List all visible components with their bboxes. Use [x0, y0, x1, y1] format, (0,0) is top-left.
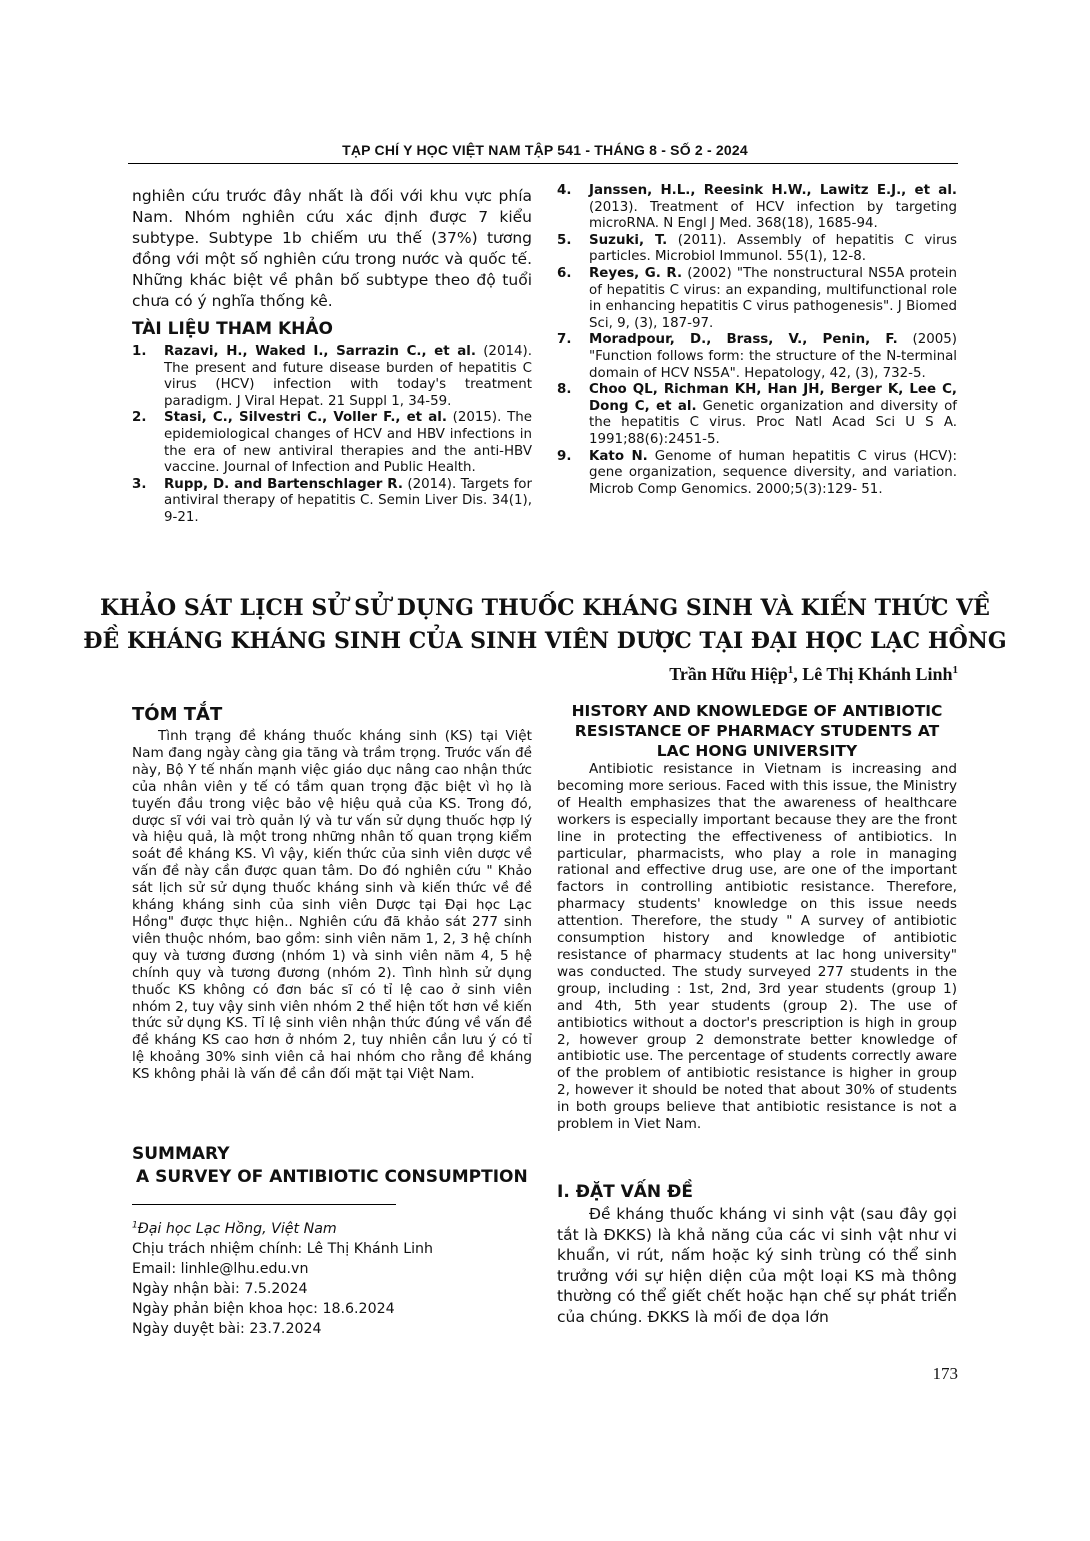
journal-header: TẠP CHÍ Y HỌC VIỆT NAM TẬP 541 - THÁNG 8 - SỐ 2 - 2024 [342, 142, 748, 158]
author-name: Lê Thị Khánh Linh [802, 664, 953, 684]
reference-item: 4. Janssen, H.L., Reesink H.W., Lawitz E.J., et al. (2013). Treatment of HCV infection by targeting microRNA. N Engl J Med. 368(18), 1685-94. [557, 183, 957, 232]
footnote-email: Email: linhle@lhu.edu.vn [132, 1260, 309, 1277]
footnote-rule [132, 1204, 396, 1205]
author-affiliation-mark: 1 [787, 664, 794, 676]
abstract-vi: Tình trạng đề kháng thuốc kháng sinh (KS) tại Việt Nam đang ngày càng gia tăng và trầm trọng. Trước vấn đề này, Bộ Y tế nhấn mạnh việc giáo dục nâng cao nhận thức của nhân viên y tế có tầm quan trọng đặc biệt vì họ là tuyến đầu trong việc bảo vệ hiệu quả của KS. Trong đó, dược sĩ với vai trò quản lý và tư vấn sử dụng thuốc hợp lý và hiệu quả, là một trong những nhân tố quan trọng kiểm soát đề kháng KS. Vì vậy, kiến thức của sinh viên dược về vấn đề này cần được quan tâm. Do đó nghiên cứu " Khảo sát lịch sử sử dụng thuốc kháng sinh và kiến thức về đề kháng kháng sinh của sinh viên Dược tại Đại học Lạc Hồng" được thực hiện.. Nghiên cứu đã khảo sát 277 sinh viên thuộc nhóm, bao gồm: sinh viên năm 1, 2, 3 hệ chính quy và tương đương (nhóm 1) và sinh viên năm 4, 5 hệ chính quy và tương đương (nhóm 2). Tình hình sử dụng thuốc KS không có đơn bác sĩ có tỉ lệ cao ở sinh viên nhóm 2, tuy vậy sinh viên nhóm 2 thể hiện tốt hơn về kiến thức sử dụng KS. Tỉ lệ sinh viên nhận thức đúng về vấn đề đề kháng KS cao hơn ở nhóm 2, tuy nhiên cần lưu ý có tỉ lệ khoảng 30% sinh viên cả hai nhóm cho rằng đề kháng KS không phải là vấn đề cần đối mặt tại Việt Nam. [132, 728, 532, 1083]
references-right [557, 183, 957, 498]
page-number: 173 [932, 1364, 958, 1383]
abstract-en: Antibiotic resistance in Vietnam is increasing and becoming more serious. Faced with this issue, the Ministry of Health emphasizes that the awareness of healthcare workers is especially important because they are the front line in protecting the effectiveness of antibiotics. In particular, pharmacists, who play a role in managing rational and effective drug use, are one of the important factors in controlling antibiotic resistance. Therefore, pharmacy students' knowledge on this issue needs attention. Therefore, the study " A survey of antibiotic consumption history and knowledge of antibiotic resistance of pharmacy students at lac hong university" was conducted. The study surveyed 277 students in the group, including : 1st, 2nd, 3rd year students (group 1) and 4th, 5th year students (group 2). The use of antibiotics without a doctor's prescription is high in group 2, however group 2 demonstrate better knowledge of antibiotic use. The percentage of students correctly aware of the problem of antibiotic resistance is higher in group 2, however it should be noted that about 30% of students in both groups believe that antibiotic resistance is not a problem in Viet Nam. [557, 761, 957, 1133]
author-affiliation-mark: 1 [952, 664, 958, 676]
reference-item: 3. Rupp, D. and Bartenschlager R. (2014). Targets for antiviral therapy of hepatitis C. Semin Liver Dis. 34(1), 9-21. [132, 476, 533, 525]
references-heading: TÀI LIỆU THAM KHẢO [132, 319, 333, 339]
section1-text: Đề kháng thuốc kháng vi sinh vật (sau đây gọi tắt là ĐKKS) là khả năng của các vi sinh vật như vi khuẩn, vi rút, nấm hoặc ký sinh trùng có thể sinh trưởng với sự hiện diện của một loại KS mà thông thường có thể giết chết hoặc hạn chế sự phát triển của chúng. ĐKKS là mối đe dọa lớn [557, 1205, 957, 1326]
article-title-line: KHẢO SÁT LỊCH SỬ SỬ DỤNG THUỐC KHÁNG SINH VÀ KIẾN THỨC VỀ [100, 595, 990, 621]
summary-heading: SUMMARY [132, 1144, 230, 1164]
article-title-line: ĐỀ KHÁNG KHÁNG SINH CỦA SINH VIÊN DƯỢC TẠI ĐẠI HỌC LẠC HỒNG [83, 628, 1007, 654]
footnote-reviewed: Ngày phản biện khoa học: 18.6.2024 [132, 1300, 395, 1317]
footnote-received: Ngày nhận bài: 7.5.2024 [132, 1280, 308, 1297]
author-name: Trần Hữu Hiệp [669, 664, 788, 684]
intro-paragraph: nghiên cứu trước đây nhất là đối với khu vực phía Nam. Nhóm nghiên cứu xác định được 7 kiểu subtype. Subtype 1b chiếm ưu thế (37%) tương đồng với một số nghiên cứu trong nước và quốc tế. Những khác biệt về phân bố subtype theo độ tuổi chưa có ý nghĩa thống kê. [132, 187, 532, 310]
footnote [132, 1215, 433, 1339]
reference-item: 5. Suzuki, T. (2011). Assembly of hepatitis C virus particles. Microbiol Immunol. 55(1), 12-8. [557, 232, 957, 265]
english-title: HISTORY AND KNOWLEDGE OF ANTIBIOTIC RESISTANCE OF PHARMACY STUDENTS AT LAC HONG UNIVERSITY [571, 702, 943, 760]
reference-item: 9. Kato N. Genome of human hepatitis C virus (HCV): gene organization, sequence diversity, and variation. Microb Comp Genomics. 2000;5(3):129- 51. [557, 448, 958, 497]
article-title [60, 592, 1030, 658]
reference-item: 6. Reyes, G. R. (2002) "The nonstructural NS5A protein of hepatitis C virus: an expanding, multifunctional role in enhancing hepatitis C virus pathogenesis". J Biomed Sci, 9, (3), 187-97. [557, 265, 957, 331]
header-rule [128, 163, 958, 164]
reference-item: 8. Choo QL, Richman KH, Han JH, Berger K, Lee C, Dong C, et al. Genetic organization and diversity of the hepatitis C virus. Proc Natl Acad Sci U S A. 1991;88(6):2451-5. [557, 382, 958, 447]
author-list [669, 664, 958, 685]
reference-item: 2. Stasi, C., Silvestri C., Voller F., et al. (2015). The epidemiological changes of HCV and HBV infections in the era of new antiviral therapies and the anti-HBV vaccine. Journal of Infection and Public Health. [132, 410, 532, 476]
reference-item: 1. Razavi, H., Waked I., Sarrazin C., et al. (2014). The present and future disease burden of hepatitis C virus (HCV) infection with today's treatment paradigm. J Viral Hepat. 21 Suppl 1, 34-59. [132, 344, 532, 409]
abstract-heading: TÓM TẮT [132, 704, 223, 725]
footnote-corresponding: Chịu trách nhiệm chính: Lê Thị Khánh Linh [132, 1240, 434, 1257]
footnote-affiliation: $^1$Đại học Lạc Hồng, Việt Nam [132, 1220, 337, 1237]
section1-heading: I. ĐẶT VẤN ĐỀ [557, 1182, 693, 1202]
summary-subheading: A SURVEY OF ANTIBIOTIC CONSUMPTION [136, 1167, 528, 1187]
author-separator: , [793, 664, 803, 684]
reference-item: 7. Moradpour, D., Brass, V., Penin, F. (2005) "Function follows form: the structure of the N-terminal domain of HCV NS5A". Hepatology, 42, (3), 732-5. [557, 332, 957, 381]
footnote-accepted: Ngày duyệt bài: 23.7.2024 [132, 1320, 322, 1337]
references-left [132, 344, 532, 527]
